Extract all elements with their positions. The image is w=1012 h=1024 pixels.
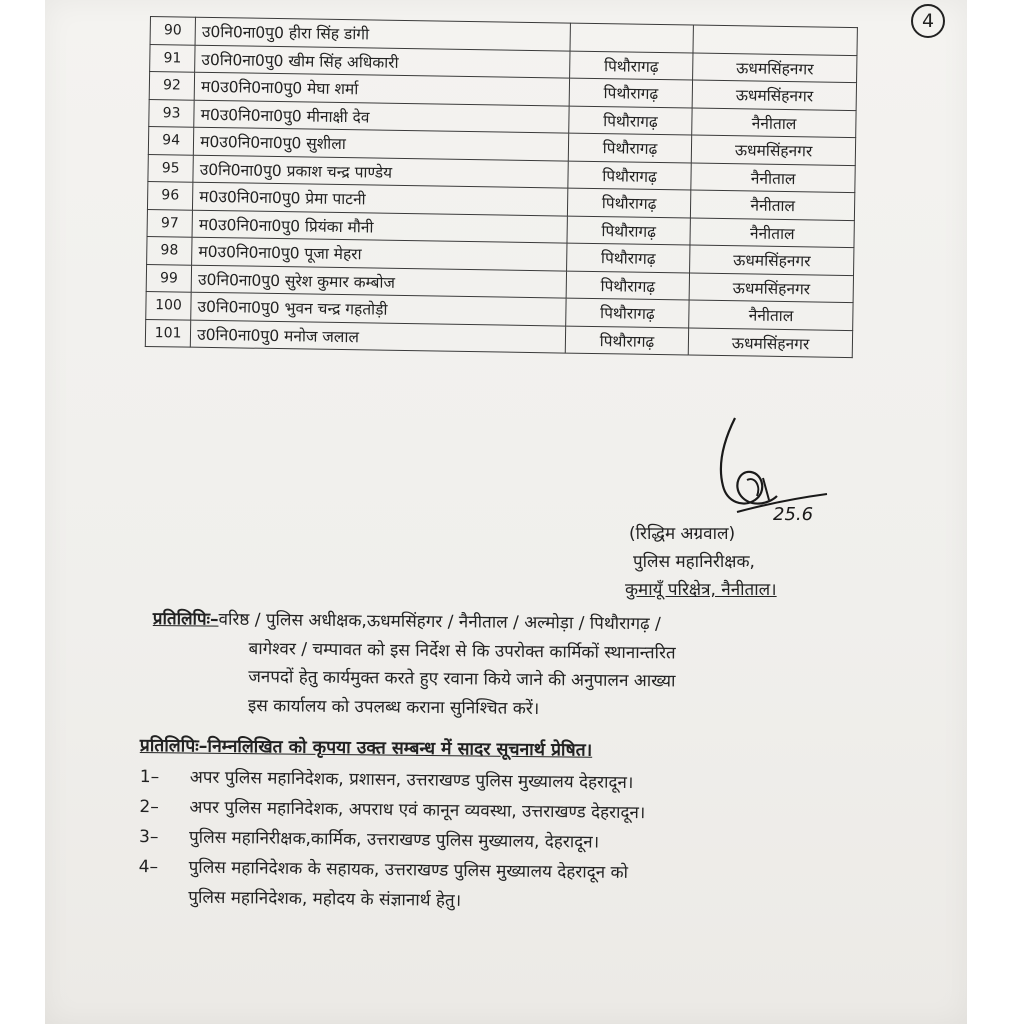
from-district: पिथौरागढ़	[566, 271, 690, 300]
to-district: नैनीताल	[689, 300, 853, 330]
list-item-number: 4–	[138, 856, 159, 878]
employee-name: उ0नि0ना0पु0 हीरा सिंह डांगी	[195, 17, 570, 50]
row-number: 93	[149, 99, 195, 127]
employee-name: उ0नि0ना0पु0 खीम सिंह अधिकारी	[195, 45, 570, 78]
list-item-number	[138, 882, 188, 913]
from-district: पिथौरागढ़	[566, 243, 690, 272]
row-number: 92	[149, 72, 195, 100]
employee-name: म0उ0नि0ना0पु0 पूजा मेहरा	[192, 237, 567, 270]
list-item-text: पुलिस महानिदेशक, महोदय के संज्ञानार्थ हेतु।	[188, 887, 462, 911]
to-district: ऊधमसिंहनगर	[690, 245, 854, 275]
document-page	[45, 0, 967, 1024]
to-district: ऊधमसिंहनगर	[689, 273, 853, 303]
to-district: ऊधमसिंहनगर	[692, 80, 856, 110]
employee-name: म0उ0नि0ना0पु0 प्रियंका मौनी	[192, 210, 567, 243]
list-item-number: 2–	[139, 796, 159, 818]
signatory-name: (रिद्धिम अग्रवाल)	[629, 524, 736, 544]
copy-to-section	[152, 605, 923, 727]
copy-to-line: इस कार्यालय को उपलब्ध कराना सुनिश्चित करें।	[247, 695, 540, 719]
from-district: पिथौरागढ़	[567, 188, 691, 217]
list-item-text: अपर पुलिस महानिदेशक, अपराध एवं कानून व्यवस्था, उत्तराखण्ड देहरादून।	[189, 797, 646, 824]
from-district: पिथौरागढ़	[568, 133, 692, 162]
from-district: पिथौरागढ़	[565, 298, 689, 327]
to-district: नैनीताल	[691, 190, 855, 220]
from-district: पिथौरागढ़	[565, 326, 689, 355]
row-number: 95	[148, 154, 194, 182]
copy-to-line: बागेश्वर / चम्पावत को इस निर्देश से कि उपरोक्त कार्मिकों स्थानान्तरित	[248, 638, 676, 663]
from-district: पिथौरागढ़	[568, 106, 692, 135]
to-district: ऊधमसिंहनगर	[689, 328, 853, 358]
to-district: नैनीताल	[692, 108, 856, 138]
signatory-designation: पुलिस महानिरीक्षक,	[633, 552, 755, 572]
signature	[677, 408, 847, 528]
list-item-number: 1–	[139, 766, 160, 788]
signature-date: 25.6	[773, 504, 814, 525]
signatory-block	[625, 520, 777, 604]
row-number: 90	[150, 17, 196, 45]
signatory-office: कुमायूँ परिक्षेत्र, नैनीताल।	[625, 580, 777, 600]
employee-name: म0उ0नि0ना0पु0 प्रेमा पाटनी	[193, 182, 568, 215]
row-number: 94	[148, 126, 194, 154]
row-number: 98	[147, 236, 193, 264]
copy-to-line: जनपदों हेतु कार्यमुक्त करते हुए रवाना किये जाने की अनुपालन आख्या	[248, 667, 676, 692]
list-item-text: पुलिस महानिदेशक के सहायक, उत्तराखण्ड पुलिस मुख्यालय देहरादून को	[188, 857, 629, 883]
row-number: 91	[150, 44, 196, 72]
from-district: पिथौरागढ़	[568, 161, 692, 190]
row-number: 99	[146, 264, 192, 292]
employee-name: उ0नि0ना0पु0 सुरेश कुमार कम्बोज	[191, 265, 566, 298]
from-district: पिथौरागढ़	[569, 51, 693, 80]
row-number: 96	[147, 181, 193, 209]
from-district	[570, 23, 694, 52]
row-number: 97	[147, 209, 193, 237]
employee-name: उ0नि0ना0पु0 भुवन चन्द्र गहतोड़ी	[191, 292, 566, 325]
list-item-number: 3–	[138, 826, 159, 848]
to-district: ऊधमसिंहनगर	[693, 53, 857, 83]
employee-name: म0उ0नि0ना0पु0 सुशीला	[194, 127, 569, 160]
employee-name: म0उ0नि0ना0पु0 मीनाक्षी देव	[194, 100, 569, 133]
from-district: पिथौरागढ़	[567, 216, 691, 245]
list-item-text: पुलिस महानिरीक्षक,कार्मिक, उत्तराखण्ड पुलिस मुख्यालय, देहरादून।	[188, 827, 600, 853]
employee-name: म0उ0नि0ना0पु0 मेघा शर्मा	[194, 72, 569, 105]
copy-to-line: वरिष्ठ / पुलिस अधीक्षक,ऊधमसिंहगर / नैनीताल / अल्मोड़ा / पिथौरागढ़ /	[218, 609, 661, 635]
to-district	[693, 25, 857, 55]
from-district: पिथौरागढ़	[569, 78, 693, 107]
copy-info-heading: प्रतिलिपिः–निम्नलिखित को कृपया उक्त सम्बन्ध में सादर सूचनार्थ प्रेषित।	[139, 735, 593, 761]
employee-name: उ0नि0ना0पु0 प्रकाश चन्द्र पाण्डेय	[193, 155, 568, 188]
transfer-table	[145, 16, 858, 358]
to-district: ऊधमसिंहनगर	[692, 135, 856, 165]
list-item-text: अपर पुलिस महानिदेशक, प्रशासन, उत्तराखण्ड पुलिस मुख्यालय देहरादून।	[189, 767, 634, 794]
employee-name: उ0नि0ना0पु0 मनोज जलाल	[190, 320, 565, 353]
to-district: नैनीताल	[691, 163, 855, 193]
row-number: 100	[146, 291, 192, 319]
page-number: 4	[911, 4, 945, 38]
copy-info-list	[138, 762, 940, 922]
to-district: नैनीताल	[690, 218, 854, 248]
row-number: 101	[145, 319, 191, 347]
copy-to-label: प्रतिलिपिः–	[152, 608, 219, 630]
